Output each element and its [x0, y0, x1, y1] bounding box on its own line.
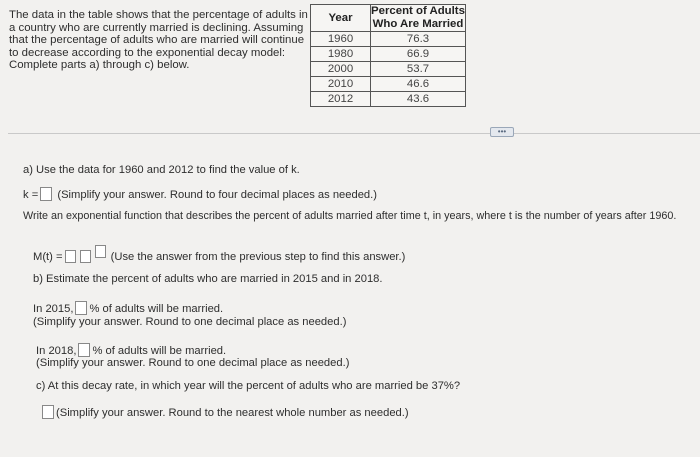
percent-header-line: Percent of Adults	[371, 5, 465, 17]
year-cell: 2012	[311, 92, 371, 107]
problem-intro	[9, 9, 309, 72]
answer-2015-prefix: In 2015,	[33, 303, 74, 315]
part-c-answer-line	[40, 405, 409, 419]
intro-line: The data in the table shows that the percentage of adults in	[9, 9, 308, 21]
percent-cell: 53.7	[371, 62, 466, 77]
intro-line: a country who are currently married is declining. Assuming	[9, 21, 304, 34]
answer-2018-suffix: % of adults will be married.	[92, 345, 227, 357]
married-percent-table	[310, 4, 466, 107]
part-a-prompt: a) Use the data for 1960 and 2012 to find the value of k.	[23, 164, 300, 176]
answer-2018-hint: (Simplify your answer. Round to one decimal place as needed.)	[36, 357, 350, 369]
table-row	[311, 92, 466, 107]
year-cell: 1960	[311, 32, 371, 47]
answer-2018-input[interactable]	[78, 343, 90, 357]
m-function-line	[33, 250, 405, 263]
percent-cell: 66.9	[371, 47, 466, 62]
answer-2015-suffix: % of adults will be married.	[89, 303, 224, 315]
m-hint: (Use the answer from the previous step to find this answer.)	[110, 251, 406, 263]
percent-column-header	[371, 5, 466, 32]
year-cell: 2010	[311, 77, 371, 92]
table-row	[311, 77, 466, 92]
k-label: k =	[23, 189, 39, 201]
part-c-hint: (Simplify your answer. Round to the nearest whole number as needed.)	[56, 407, 409, 419]
percent-cell: 43.6	[371, 92, 466, 107]
answer-2018-line	[36, 343, 226, 357]
year-cell: 2000	[311, 62, 371, 77]
part-c-answer-input[interactable]	[42, 405, 54, 419]
k-answer-input[interactable]	[40, 187, 52, 201]
m-base-input[interactable]	[80, 250, 91, 263]
k-answer-line	[23, 187, 377, 201]
m-exponent-input[interactable]	[95, 245, 106, 258]
section-divider	[8, 133, 700, 134]
expand-more-button[interactable]: •••	[490, 127, 514, 137]
k-hint: (Simplify your answer. Round to four decimal places as needed.)	[57, 189, 377, 201]
write-function-prompt: Write an exponential function that describes the percent of adults married after time t, in years, where t is the number of years after 1960.	[23, 210, 677, 222]
table-row	[311, 62, 466, 77]
answer-2015-input[interactable]	[75, 301, 87, 315]
part-b-prompt: b) Estimate the percent of adults who are married in 2015 and in 2018.	[33, 273, 383, 285]
year-column-header: Year	[311, 5, 371, 32]
part-c-prompt: c) At this decay rate, in which year will the percent of adults who are married be 37%?	[36, 380, 461, 392]
intro-line: to decrease according to the exponential decay model:	[9, 46, 286, 59]
intro-line: Complete parts a) through c) below.	[9, 59, 190, 72]
table-header-row	[311, 5, 466, 32]
year-cell: 1980	[311, 47, 371, 62]
percent-cell: 76.3	[371, 32, 466, 47]
answer-2015-hint: (Simplify your answer. Round to one decimal place as needed.)	[33, 316, 347, 328]
answer-2018-prefix: In 2018,	[36, 345, 77, 357]
table-row	[311, 47, 466, 62]
percent-header-line: Who Are Married	[372, 18, 464, 30]
percent-cell: 46.6	[371, 77, 466, 92]
answer-2015-line	[33, 301, 223, 315]
m-coefficient-input[interactable]	[65, 250, 76, 263]
intro-line: that the percentage of adults who are married will continue	[9, 34, 305, 47]
m-label: M(t) =	[33, 251, 63, 263]
table-row	[311, 32, 466, 47]
